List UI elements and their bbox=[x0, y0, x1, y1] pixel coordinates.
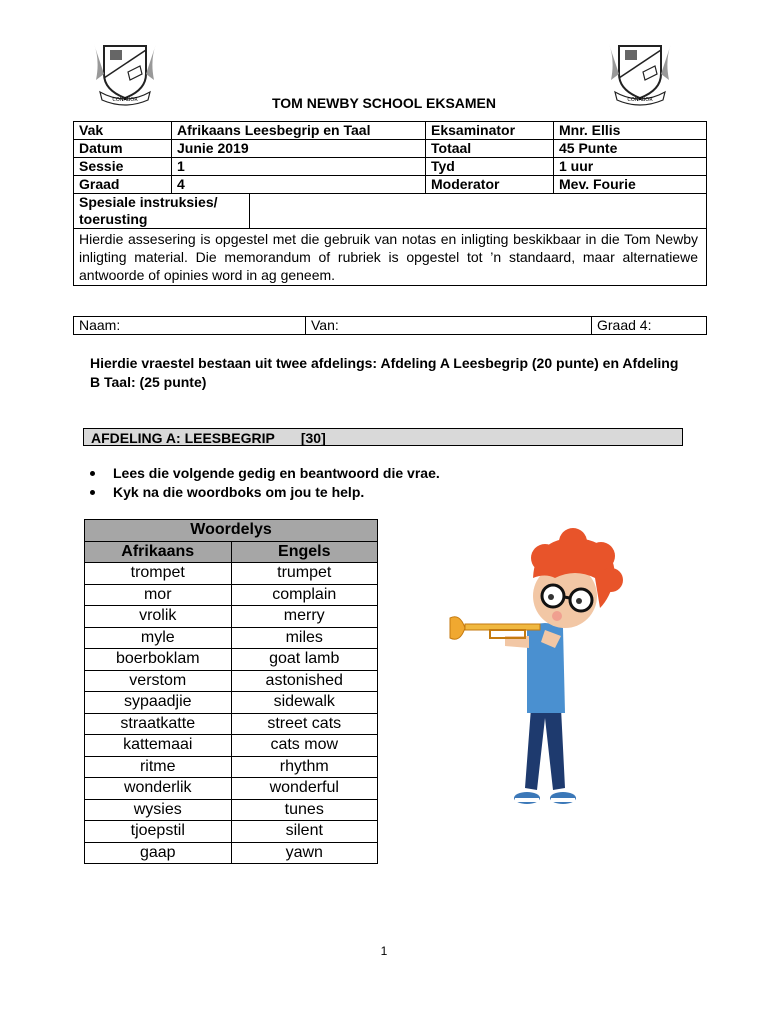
word-english: yawn bbox=[231, 842, 378, 864]
word-afrikaans: boerboklam bbox=[85, 649, 232, 671]
info-label: Graad bbox=[74, 176, 172, 194]
table-row bbox=[85, 606, 378, 628]
exam-title: TOM NEWBY SCHOOL EKSAMEN bbox=[271, 95, 497, 111]
student-details-table bbox=[73, 316, 707, 335]
info-value: Mev. Fourie bbox=[554, 176, 707, 194]
info-row bbox=[74, 158, 707, 176]
table-row bbox=[85, 756, 378, 778]
trumpet-boy-illustration bbox=[445, 518, 655, 818]
word-afrikaans: kattemaai bbox=[85, 735, 232, 757]
info-label: Sessie bbox=[74, 158, 172, 176]
info-label: Vak bbox=[74, 122, 172, 140]
word-afrikaans: tjoepstil bbox=[85, 821, 232, 843]
word-english: merry bbox=[231, 606, 378, 628]
table-row bbox=[85, 692, 378, 714]
word-english: wonderful bbox=[231, 778, 378, 800]
info-row bbox=[74, 140, 707, 158]
table-row bbox=[85, 842, 378, 864]
info-row bbox=[74, 176, 707, 194]
wordlist-header-engels: Engels bbox=[231, 541, 378, 563]
word-afrikaans: myle bbox=[85, 627, 232, 649]
paper-intro: Hierdie vraestel bestaan uit twee afdelings: Afdeling A Leesbegrip (20 punte) en Afdeling B Taal: (25 punte) bbox=[90, 355, 679, 390]
info-label: Totaal bbox=[426, 140, 554, 158]
word-afrikaans: verstom bbox=[85, 670, 232, 692]
info-value: 1 uur bbox=[554, 158, 707, 176]
info-label: Moderator bbox=[426, 176, 554, 194]
word-english: astonished bbox=[231, 670, 378, 692]
word-afrikaans: gaap bbox=[85, 842, 232, 864]
section-title: AFDELING A: LEESBEGRIP bbox=[91, 430, 275, 446]
word-english: street cats bbox=[231, 713, 378, 735]
van-field[interactable]: Van: bbox=[306, 317, 592, 335]
word-english: silent bbox=[231, 821, 378, 843]
wordlist-title: Woordelys bbox=[85, 520, 378, 542]
info-value: Mnr. Ellis bbox=[554, 122, 707, 140]
instruction-list bbox=[90, 464, 440, 502]
page-number: 1 bbox=[380, 944, 388, 958]
word-afrikaans: mor bbox=[85, 584, 232, 606]
word-afrikaans: ritme bbox=[85, 756, 232, 778]
note-row bbox=[74, 229, 707, 286]
word-english: goat lamb bbox=[231, 649, 378, 671]
info-value: Afrikaans Leesbegrip en Taal bbox=[172, 122, 426, 140]
table-row bbox=[85, 735, 378, 757]
special-instructions-row bbox=[74, 194, 707, 229]
list-item: Lees die volgende gedig en beantwoord die vrae. bbox=[90, 464, 440, 483]
svg-text:CONABOR: CONABOR bbox=[112, 97, 138, 103]
info-value: 1 bbox=[172, 158, 426, 176]
special-instructions-label: Spesiale instruksies/ toerusting bbox=[74, 194, 250, 228]
section-marks: [30] bbox=[300, 430, 326, 446]
word-english: complain bbox=[231, 584, 378, 606]
table-row bbox=[85, 584, 378, 606]
table-row bbox=[85, 649, 378, 671]
table-row bbox=[85, 627, 378, 649]
wordlist-header-afrikaans: Afrikaans bbox=[85, 541, 232, 563]
exam-info-table bbox=[73, 121, 707, 286]
svg-text:CONABOR: CONABOR bbox=[627, 97, 653, 103]
table-row bbox=[85, 713, 378, 735]
info-label: Tyd bbox=[426, 158, 554, 176]
list-item: Kyk na die woordboks om jou te help. bbox=[90, 483, 440, 502]
word-english: rhythm bbox=[231, 756, 378, 778]
naam-field[interactable]: Naam: bbox=[74, 317, 306, 335]
word-english: trumpet bbox=[231, 563, 378, 585]
info-value: Junie 2019 bbox=[172, 140, 426, 158]
section-a-header bbox=[83, 428, 683, 446]
info-value: 4 bbox=[172, 176, 426, 194]
graad-field[interactable]: Graad 4: bbox=[592, 317, 707, 335]
info-row bbox=[74, 122, 707, 140]
wordlist-table bbox=[84, 519, 378, 864]
info-label: Eksaminator bbox=[426, 122, 554, 140]
info-label: Datum bbox=[74, 140, 172, 158]
word-afrikaans: wysies bbox=[85, 799, 232, 821]
word-afrikaans: sypaadjie bbox=[85, 692, 232, 714]
word-english: tunes bbox=[231, 799, 378, 821]
info-value: 45 Punte bbox=[554, 140, 707, 158]
table-row bbox=[85, 821, 378, 843]
table-row bbox=[85, 778, 378, 800]
word-english: miles bbox=[231, 627, 378, 649]
assessment-note: Hierdie assesering is opgestel met die gebruik van notas en inligting beskikbaar in die Tom Newby inligting material. Die memorandum of rubriek is opgestel tot ’n standaard, maar alternatiewe antwoorde of opinies word in ag geneem. bbox=[74, 229, 707, 286]
word-afrikaans: straatkatte bbox=[85, 713, 232, 735]
table-row bbox=[85, 563, 378, 585]
special-instructions-value bbox=[250, 194, 707, 228]
table-row bbox=[85, 799, 378, 821]
word-afrikaans: vrolik bbox=[85, 606, 232, 628]
word-afrikaans: wonderlik bbox=[85, 778, 232, 800]
word-english: cats mow bbox=[231, 735, 378, 757]
table-row bbox=[85, 670, 378, 692]
word-afrikaans: trompet bbox=[85, 563, 232, 585]
word-english: sidewalk bbox=[231, 692, 378, 714]
